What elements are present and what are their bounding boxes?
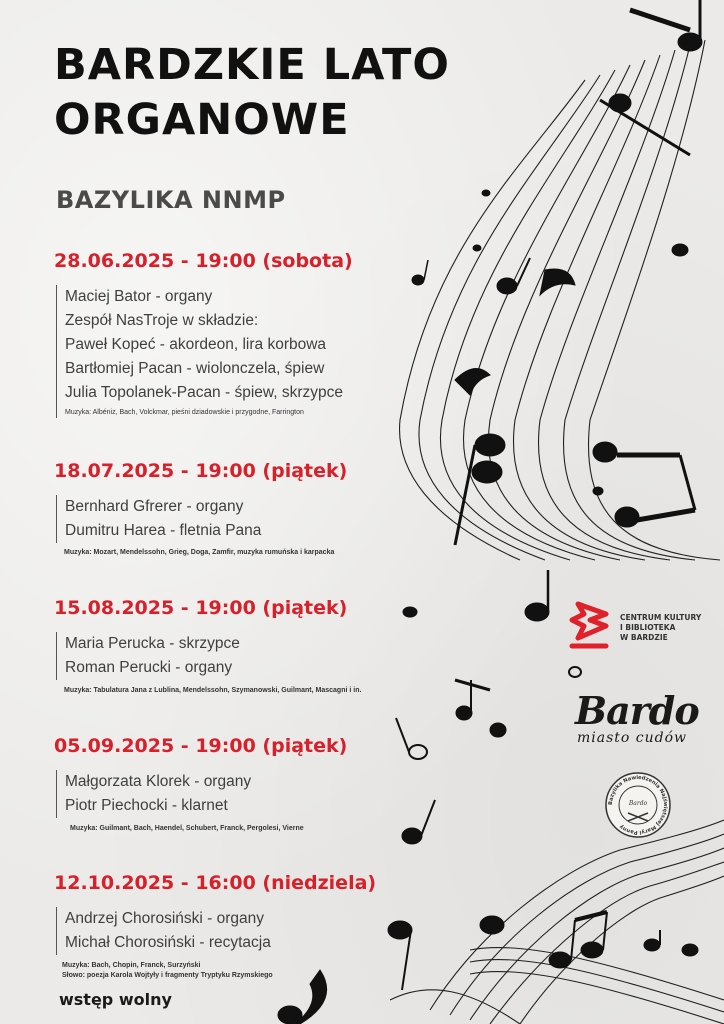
music-program: Muzyka: Tabulatura Jana z Lublina, Mendelssohn, Szymanowski, Guilmant, Mascagni i in. [64, 687, 362, 694]
performer-line: Małgorzata Klorek - organy [65, 773, 252, 790]
ck-line: W BARDZIE [620, 633, 668, 642]
ck-line: CENTRUM KULTURY [620, 613, 702, 622]
performer-line: Julia Topolanek-Pacan - śpiew, skrzypce [65, 384, 343, 401]
event-3 [54, 597, 414, 696]
performer-line: Maciej Bator - organy [65, 288, 213, 305]
event-date: 28.06.2025 - 19:00 (sobota) [54, 250, 353, 272]
music-program: Muzyka: Albéniz, Bach, Volckmar, pieśni dziadowskie i przygodne, Farrington [65, 409, 304, 416]
music-program: Muzyka: Bach, Chopin, Franck, Surzyński [62, 962, 201, 969]
performer-line: Dumitru Harea - fletnia Pana [65, 522, 262, 539]
event-performers [56, 907, 414, 955]
performer-line: Maria Perucka - skrzypce [65, 635, 240, 652]
bardo-logo-text: Bardo [575, 688, 699, 733]
performer-line: Zespół NasTroje w składzie: [65, 312, 259, 329]
performer-line: Roman Perucki - organy [65, 659, 233, 676]
title-line-2: ORGANOWE [54, 95, 350, 145]
ck-line: I BIBLIOTEKA [620, 623, 676, 632]
bardo-tagline: miasto cudów [577, 730, 688, 746]
event-date: 05.09.2025 - 19:00 (piątek) [54, 735, 348, 757]
event-4 [54, 735, 414, 834]
music-program: Muzyka: Mozart, Mendelssohn, Grieg, Doga, Zamfir, muzyka rumuńska i karpacka [64, 549, 335, 556]
seal-center-text: Bardo [628, 800, 648, 807]
free-entry-note: wstęp wolny [59, 990, 172, 1009]
performer-line: Bartłomiej Pacan - wiolonczela, śpiew [65, 360, 325, 377]
basilica-seal-icon [604, 771, 672, 839]
event-performers [56, 285, 414, 418]
performer-line: Bernhard Gfrerer - organy [65, 498, 244, 515]
event-performers [56, 632, 414, 680]
poster-title [54, 38, 474, 148]
event-1 [54, 250, 414, 418]
title-line-1: BARDZKIE LATO [54, 40, 450, 90]
event-date: 18.07.2025 - 19:00 (piątek) [54, 460, 348, 482]
centrum-kultury-text [620, 613, 701, 643]
event-performers [56, 770, 414, 818]
performer-line: Piotr Piechocki - klarnet [65, 797, 228, 814]
event-2 [54, 460, 414, 558]
seal-text: Bazylika Nawiedzenia Najświętszej Maryi Panny [607, 774, 669, 836]
performer-line: Andrzej Chorosiński - organy [65, 910, 265, 927]
event-date: 15.08.2025 - 19:00 (piątek) [54, 597, 348, 619]
music-program: Muzyka: Guilmant, Bach, Haendel, Schubert, Franck, Pergolesi, Vierne [70, 825, 304, 832]
event-performers [56, 495, 414, 543]
event-date: 12.10.2025 - 16:00 (niedziela) [54, 872, 377, 894]
performer-line: Michał Chorosiński - recytacja [65, 934, 271, 951]
venue-heading: BAZYLIKA NNMP [56, 186, 286, 214]
performer-line: Paweł Kopeć - akordeon, lira korbowa [65, 336, 327, 353]
event-5 [54, 872, 414, 981]
music-program: Słowo: poezja Karola Wojtyły i fragmenty Tryptyku Rzymskiego [62, 972, 273, 979]
